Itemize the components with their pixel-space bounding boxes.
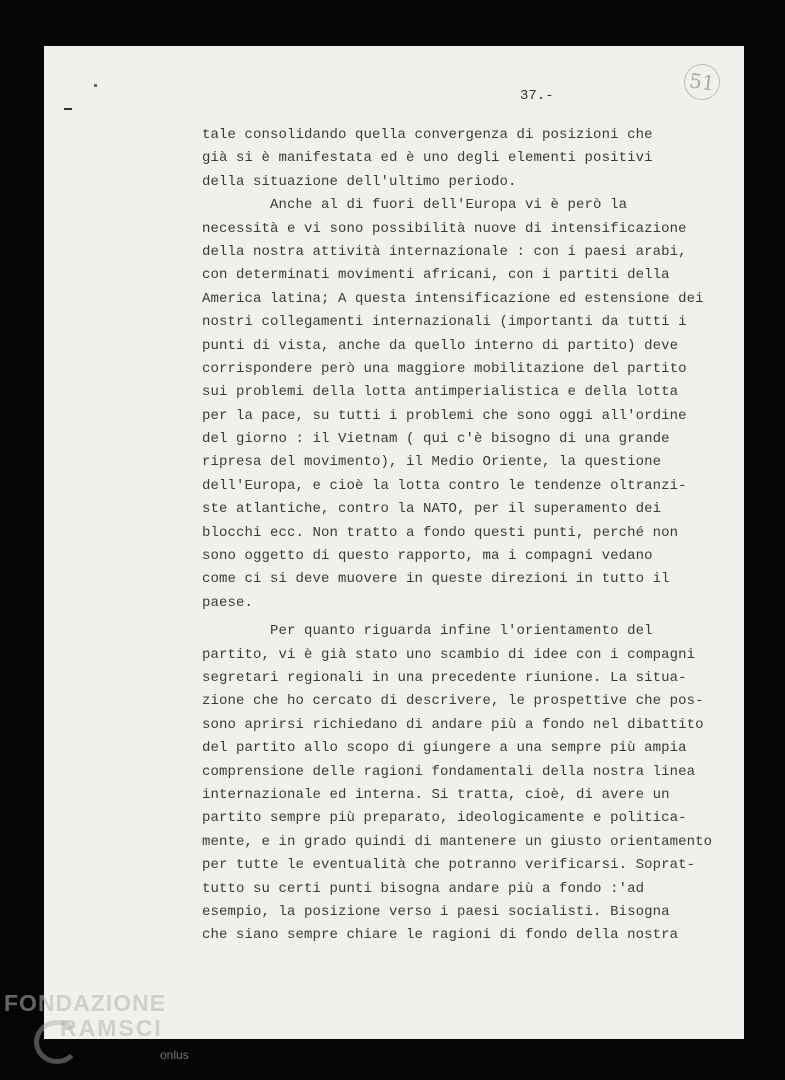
text-line: esempio, la posizione verso i paesi socialisti. Bisogna <box>202 903 670 920</box>
text-line: sui problemi della lotta antimperialistica e della lotta <box>202 384 679 401</box>
text-line: sono aprirsi richiedano di andare più a fondo nel dibattito <box>202 716 704 733</box>
typed-text-body <box>202 124 727 948</box>
text-line: internazionale ed interna. Si tratta, cioè, di avere un <box>202 786 670 803</box>
text-line: ripresa del movimento), il Medio Oriente, la questione <box>202 454 662 471</box>
text-line: corrispondere però una maggiore mobilitazione del partito <box>202 360 687 377</box>
text-line: Anche al di fuori dell'Europa vi è però la <box>202 197 628 214</box>
text-line: tale consolidando quella convergenza di posizioni che <box>202 127 653 143</box>
text-line: del partito allo scopo di giungere a una sempre più ampia <box>202 740 687 757</box>
text-line: sono oggetto di questo rapporto, ma i compagni vedano <box>202 548 653 565</box>
text-line: Per quanto riguarda infine l'orientamento del <box>202 623 653 640</box>
text-line: nostri collegamenti internazionali (importanti da tutti i <box>202 314 687 331</box>
text-line: necessità e vi sono possibilità nuove di intensificazione <box>202 220 687 237</box>
watermark-line-2: RAMSCI <box>60 1015 163 1041</box>
text-line: partito sempre più preparato, ideologicamente e politica- <box>202 810 687 827</box>
text-line: punti di vista, anche da quello interno di partito) deve <box>202 337 679 354</box>
margin-mark <box>94 84 97 87</box>
text-line: come ci si deve muovere in queste direzioni in tutto il <box>202 571 670 588</box>
margin-mark <box>64 108 72 110</box>
page-number: 37.- <box>520 88 554 104</box>
text-line: con determinati movimenti africani, con i partiti della <box>202 267 670 284</box>
text-line: comprensione delle ragioni fondamentali della nostra linea <box>202 763 696 780</box>
document-page <box>44 46 744 1039</box>
archive-page-stamp: 51 <box>682 62 723 103</box>
text-line: segretari regionali in una precedente riunione. La situa- <box>202 669 687 686</box>
text-line: partito, vi è già stato uno scambio di idee con i compagni <box>202 646 696 663</box>
text-line: della nostra attività internazionale : con i paesi arabi, <box>202 243 687 260</box>
text-line: paese. <box>202 594 254 611</box>
logo-g-icon <box>34 1020 80 1064</box>
text-line: della situazione dell'ultimo periodo. <box>202 173 517 190</box>
text-line: zione che ho cercato di descrivere, le prospettive che pos- <box>202 693 704 710</box>
text-line: che siano sempre chiare le ragioni di fondo della nostra <box>202 927 679 944</box>
text-line: blocchi ecc. Non tratto a fondo questi punti, perché non <box>202 524 679 541</box>
text-line: per tutte le eventualità che potranno verificarsi. Soprat- <box>202 857 696 874</box>
text-line: già si è manifestata ed è uno degli elementi positivi <box>202 150 653 167</box>
watermark-line-1: FONDAZIONE <box>4 990 167 1016</box>
text-line: America latina; A questa intensificazione ed estensione dei <box>202 290 704 307</box>
text-line: tutto su certi punti bisogna andare più a fondo :'ad <box>202 880 645 897</box>
text-line: del giorno : il Vietnam ( qui c'è bisogno di una grande <box>202 431 670 448</box>
watermark-suffix: onlus <box>160 1048 189 1062</box>
fondazione-gramsci-watermark <box>4 990 204 1070</box>
text-line: ste atlantiche, contro la NATO, per il superamento dei <box>202 501 662 518</box>
text-line: mente, e in grado quindi di mantenere un giusto orientamento <box>202 833 713 850</box>
text-line: dell'Europa, e cioè la lotta contro le tendenze oltranzi- <box>202 477 687 494</box>
text-line: per la pace, su tutti i problemi che sono oggi all'ordine <box>202 407 687 424</box>
